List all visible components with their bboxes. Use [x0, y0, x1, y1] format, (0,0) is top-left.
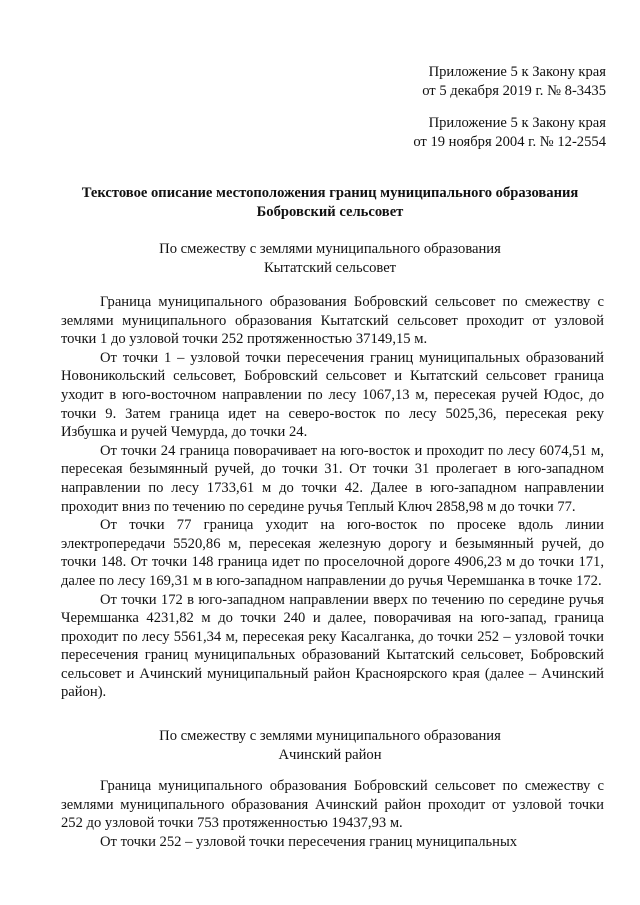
paragraph: От точки 77 граница уходит на юго-восток по просеке вдоль линии электропередачи 5520,86 м, пересекая железную дорогу и безымянный ручей, до точки 148. От точки 148 граница идет по проселочной дороге 4906,23 м до точки 171, далее по лесу 169,31 м в юго-западном направлении до ручья Черемшанка в точке 172. — [61, 517, 604, 589]
section-heading-kytatsky — [60, 240, 600, 277]
paragraph: От точки 24 граница поворачивает на юго-восток и проходит по лесу 6074,51 м, пересекая безымянный ручей, до точки 31. От точки 31 пролегает в юго-западном направлении по лесу 1733,61 м до точки 42. Далее в юго-западном направлении проходит вниз по течению по середине ручья Теплый Ключ 2858,98 м до точки 77. — [61, 442, 604, 515]
section-heading-line: Кытатский сельсовет — [263, 259, 397, 276]
document-title-line: Бобровский сельсовет — [256, 203, 404, 220]
section-body-achinsky — [61, 777, 604, 851]
appendix-note-current — [422, 63, 606, 100]
paragraph: Граница муниципального образования Бобровский сельсовет по смежеству с землями муниципального образования Ачинский район проходит от узловой точки 252 до узловой точки 753 протяженностью 19437,93 м. — [61, 778, 604, 832]
paragraph: От точки 252 – узловой точки пересечения границ муниципальных — [100, 833, 518, 850]
appendix-note-line: Приложение 5 к Закону края — [428, 64, 606, 80]
paragraph: От точки 172 в юго-западном направлении вверх по течению по середине ручья Черемшанка 4231,82 м до точки 240 и далее, поворачивая на юго-запад, граница проходит по лесу 5561,34 м, пересекая реку Касалганка, до точки 252 – узловой точки пересечения границ муниципальных образований Кытатский сельсовет, Бобровский сельсовет и Ачинский муниципальный район Красноярского края (далее – Ачинский район). — [61, 591, 604, 701]
section-heading-achinsky — [60, 727, 600, 764]
section-heading-line: Ачинский район — [278, 746, 382, 763]
appendix-note-line: от 5 декабря 2019 г. № 8-3435 — [422, 82, 606, 99]
section-heading-line: По смежеству с землями муниципального образования — [159, 728, 501, 744]
section-body-kytatsky — [61, 293, 604, 702]
document-title-line: Текстовое описание местоположения границ муниципального образования — [81, 185, 579, 201]
appendix-note-line: Приложение 5 к Закону края — [428, 115, 606, 131]
paragraph: Граница муниципального образования Бобровский сельсовет по смежеству с землями муниципального образования Кытатский сельсовет проходит от узловой точки 1 до узловой точки 252 протяженностью 37149,15 м. — [61, 294, 604, 348]
appendix-note-original — [413, 114, 606, 151]
appendix-note-line: от 19 ноября 2004 г. № 12-2554 — [413, 133, 606, 150]
document-title — [60, 184, 600, 221]
paragraph: От точки 1 – узловой точки пересечения границ муниципальных образований Новоникольский сельсовет, Бобровский сельсовет и Кытатский сельсовет граница уходит в юго-восточном направлении по лесу 1067,13 м, пересекая ручей Юдос, до точки 9. Затем граница идет на северо-восток по лесу 5025,36, пересекая реку Избушка и ручей Чемурда, до точки 24. — [61, 349, 604, 441]
section-heading-line: По смежеству с землями муниципального образования — [159, 241, 501, 257]
